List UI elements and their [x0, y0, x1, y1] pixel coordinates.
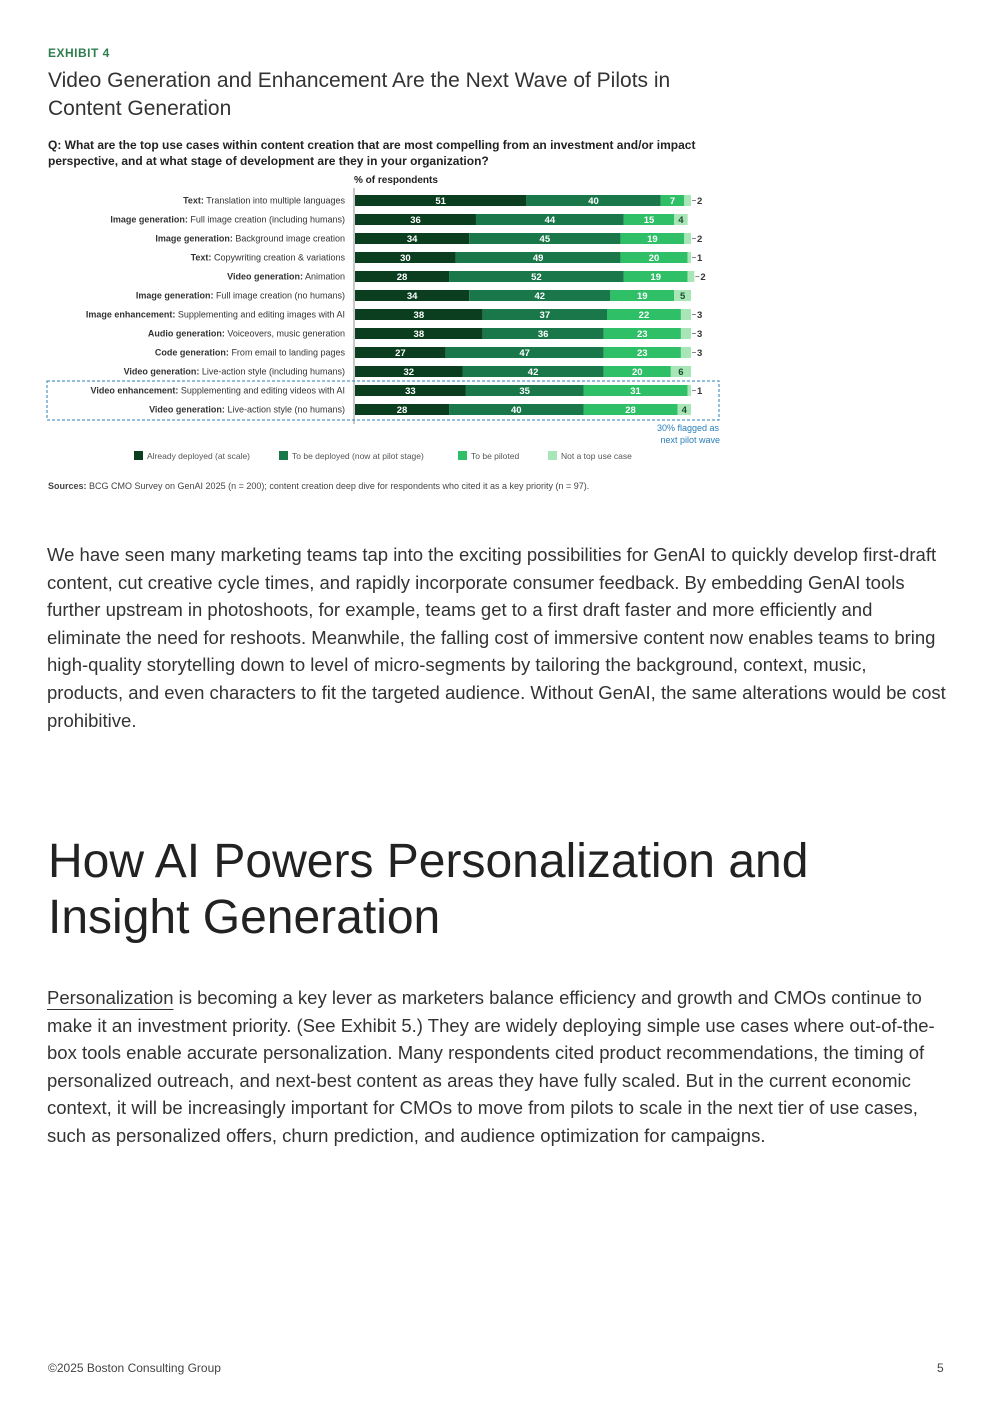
data-label: 2	[697, 233, 703, 245]
exhibit-label: EXHIBIT 4	[48, 46, 110, 60]
data-label: 44	[544, 214, 556, 226]
data-label: 2	[697, 195, 703, 207]
category-label: Video generation: Live-action style (no humans)	[149, 404, 345, 415]
data-label: 52	[531, 271, 542, 283]
data-label: 27	[395, 347, 406, 359]
data-label: 37	[539, 309, 551, 321]
bar-segment	[688, 385, 691, 396]
bar-segment	[688, 252, 691, 263]
category-label: Video enhancement: Supplementing and editing videos with AI	[90, 385, 345, 396]
data-label: 51	[435, 195, 446, 207]
survey-question: Q: What are the top use cases within content creation that are most compelling from an investment and/or impact perspective, and at what stage of development are they in your organization?	[48, 138, 696, 168]
highlight-note: 30% flagged as	[656, 423, 719, 433]
category-label: Image enhancement: Supplementing and editing images with AI	[85, 309, 345, 320]
sources-text: BCG CMO Survey on GenAI 2025 (n = 200); content creation deep dive for respondents who cited it as a key priority (n = 97).	[86, 481, 590, 491]
section-heading: How AI Powers Personalization and Insight Generation	[48, 835, 809, 944]
data-label: 30	[400, 252, 411, 264]
legend-swatch	[279, 451, 288, 460]
data-label: 47	[519, 347, 530, 359]
exhibit-title: Video Generation and Enhancement Are the Next Wave of Pilots in Content Generation	[48, 69, 671, 120]
data-label: 5	[679, 290, 686, 302]
category-label: Image generation: Background image creation	[155, 233, 345, 244]
data-label: 3	[697, 347, 703, 359]
data-label: 40	[588, 195, 599, 207]
data-label: 32	[403, 366, 415, 378]
data-label: 23	[636, 328, 648, 340]
body-paragraph-2	[47, 984, 947, 1150]
bar-segment	[681, 328, 691, 339]
sources-note	[48, 481, 589, 491]
data-label: 40	[510, 404, 522, 416]
data-label: 38	[413, 328, 425, 340]
legend-label: To be piloted	[471, 451, 520, 461]
category-label: Video generation: Animation	[227, 271, 345, 282]
data-label: 3	[697, 328, 703, 340]
personalization-link[interactable]: Personalization	[47, 987, 174, 1008]
data-label: 28	[396, 404, 408, 416]
data-label: 1	[697, 385, 703, 397]
axis-label: % of respondents	[354, 175, 438, 186]
data-label: 4	[678, 214, 684, 226]
category-label: Text: Copywriting creation & variations	[190, 252, 345, 263]
stacked-bar-chart	[0, 168, 740, 468]
data-label: 38	[413, 309, 425, 321]
data-label: 49	[532, 252, 544, 264]
legend-label: Already deployed (at scale)	[147, 451, 251, 461]
data-label: 20	[648, 252, 660, 264]
data-label: 6	[678, 366, 684, 378]
bar-segment	[681, 309, 691, 320]
legend-swatch	[458, 451, 467, 460]
highlight-note: next pilot wave	[660, 435, 720, 445]
category-label: Text: Translation into multiple languages	[183, 195, 345, 206]
body-paragraph-1: We have seen many marketing teams tap into the exciting possibilities for GenAI to quickly develop first-draft content, cut creative cycle times, and rapidly incorporate consumer feedback. By embedding GenAI tools further upstream in photoshoots, for example, teams get to a first draft faster and more efficiently and eliminate the need for reshoots. Meanwhile, the falling cost of immersive content now enables teams to bring high-quality storytelling down to level of micro-segments by tailoring the background, context, music, products, and even characters to fit the targeted audience. Without GenAI, the same alterations would be cost prohibitive.	[47, 544, 946, 731]
data-label: 7	[669, 195, 676, 207]
category-label: Image generation: Full image creation (including humans)	[110, 214, 345, 225]
data-label: 15	[643, 214, 655, 226]
bar-segment	[688, 271, 695, 282]
legend-swatch	[548, 451, 557, 460]
legend-swatch	[134, 451, 143, 460]
category-label: Image generation: Full image creation (no humans)	[135, 290, 345, 301]
data-label: 34	[406, 290, 418, 302]
category-label: Code generation: From email to landing pages	[154, 347, 345, 358]
body-paragraph-2-text: is becoming a key lever as marketers balance efficiency and growth and CMOs continue to make it an investment priority. (See Exhibit 5.) They are widely deploying simple use cases where out-of-the-box tools enable accurate personalization. Many respondents cited product recommendations, the timing of personalized outreach, and next-best content as areas they have fully scaled. But in the current economic context, it will be increasingly important for CMOs to move from pilots to scale in the next tier of use cases, such as personalized offers, churn prediction, and audience optimization for campaigns.	[47, 987, 935, 1146]
data-label: 1	[697, 252, 703, 264]
data-label: 19	[650, 271, 662, 283]
legend-label: To be deployed (now at pilot stage)	[292, 451, 424, 461]
data-label: 20	[631, 366, 643, 378]
bar-segment	[681, 347, 691, 358]
page-number: 5	[937, 1361, 944, 1375]
data-label: 22	[638, 309, 650, 321]
legend-label: Not a top use case	[561, 451, 632, 461]
data-label: 19	[647, 233, 658, 245]
data-label: 36	[410, 214, 421, 226]
data-label: 34	[406, 233, 418, 245]
data-label: 28	[396, 271, 408, 283]
bar-segment	[684, 195, 691, 206]
data-label: 23	[636, 347, 648, 359]
data-label: 28	[625, 404, 636, 416]
data-label: 35	[519, 385, 530, 397]
data-label: 42	[534, 290, 546, 302]
data-label: 19	[636, 290, 648, 302]
bar-segment	[684, 233, 691, 244]
category-label: Video generation: Live-action style (including humans)	[123, 366, 345, 377]
data-label: 4	[681, 404, 687, 416]
data-label: 42	[527, 366, 539, 378]
data-label: 45	[539, 233, 551, 245]
data-label: 36	[537, 328, 549, 340]
data-label: 31	[630, 385, 641, 397]
data-label: 33	[405, 385, 416, 397]
footer-copyright: ©2025 Boston Consulting Group	[48, 1361, 221, 1375]
data-label: 2	[700, 271, 706, 283]
sources-label: Sources:	[48, 481, 87, 491]
data-label: 3	[697, 309, 703, 321]
category-label: Audio generation: Voiceovers, music generation	[147, 328, 345, 339]
